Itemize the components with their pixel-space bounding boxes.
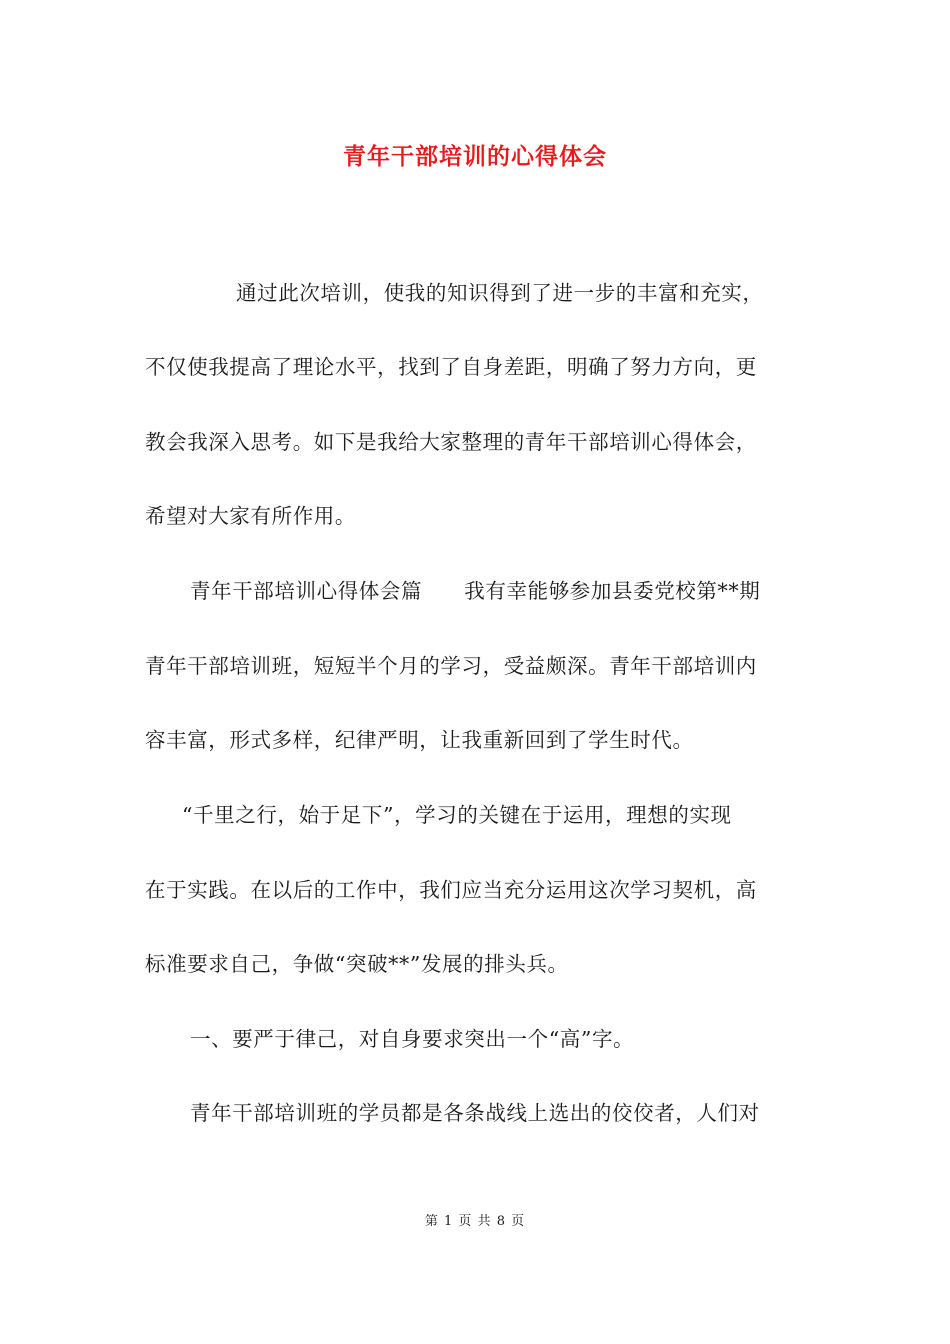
paragraph-line: 通过此次培训，使我的知识得到了进一步的丰富和充实， (236, 281, 764, 305)
paragraph-line: 青年干部培训心得体会篇 我有幸能够参加县委党校第**期 (190, 579, 761, 603)
paragraph-line: 希望对大家有所作用。 (145, 504, 356, 528)
paragraph-line: 不仅使我提高了理论水平，找到了自身差距，明确了努力方向，更 (145, 355, 757, 379)
paragraph-line: 青年干部培训班，短短半个月的学习，受益颇深。青年干部培训内 (145, 654, 757, 678)
paragraph-line: 青年干部培训班的学员都是各条战线上选出的佼佼者，人们对 (190, 1101, 760, 1125)
paragraph-line: 教会我深入思考。如下是我给大家整理的青年干部培训心得体会， (145, 430, 757, 454)
paragraph-line: 标准要求自己，争做“突破**”发展的排头兵。 (145, 952, 569, 976)
paragraph-line: 在于实践。在以后的工作中，我们应当充分运用这次学习契机，高 (145, 878, 757, 902)
page-footer: 第 1 页 共 8 页 (424, 1214, 526, 1229)
paragraph-line: 容丰富，形式多样，纪律严明，让我重新回到了学生时代。 (145, 728, 694, 752)
paragraph-line: “千里之行，始于足下”，学习的关键在于运用，理想的实现 (182, 803, 732, 827)
document-title: 青年干部培训的心得体会 (343, 143, 607, 170)
section-heading: 一、要严于律己，对自身要求突出一个“高”字。 (190, 1027, 635, 1051)
